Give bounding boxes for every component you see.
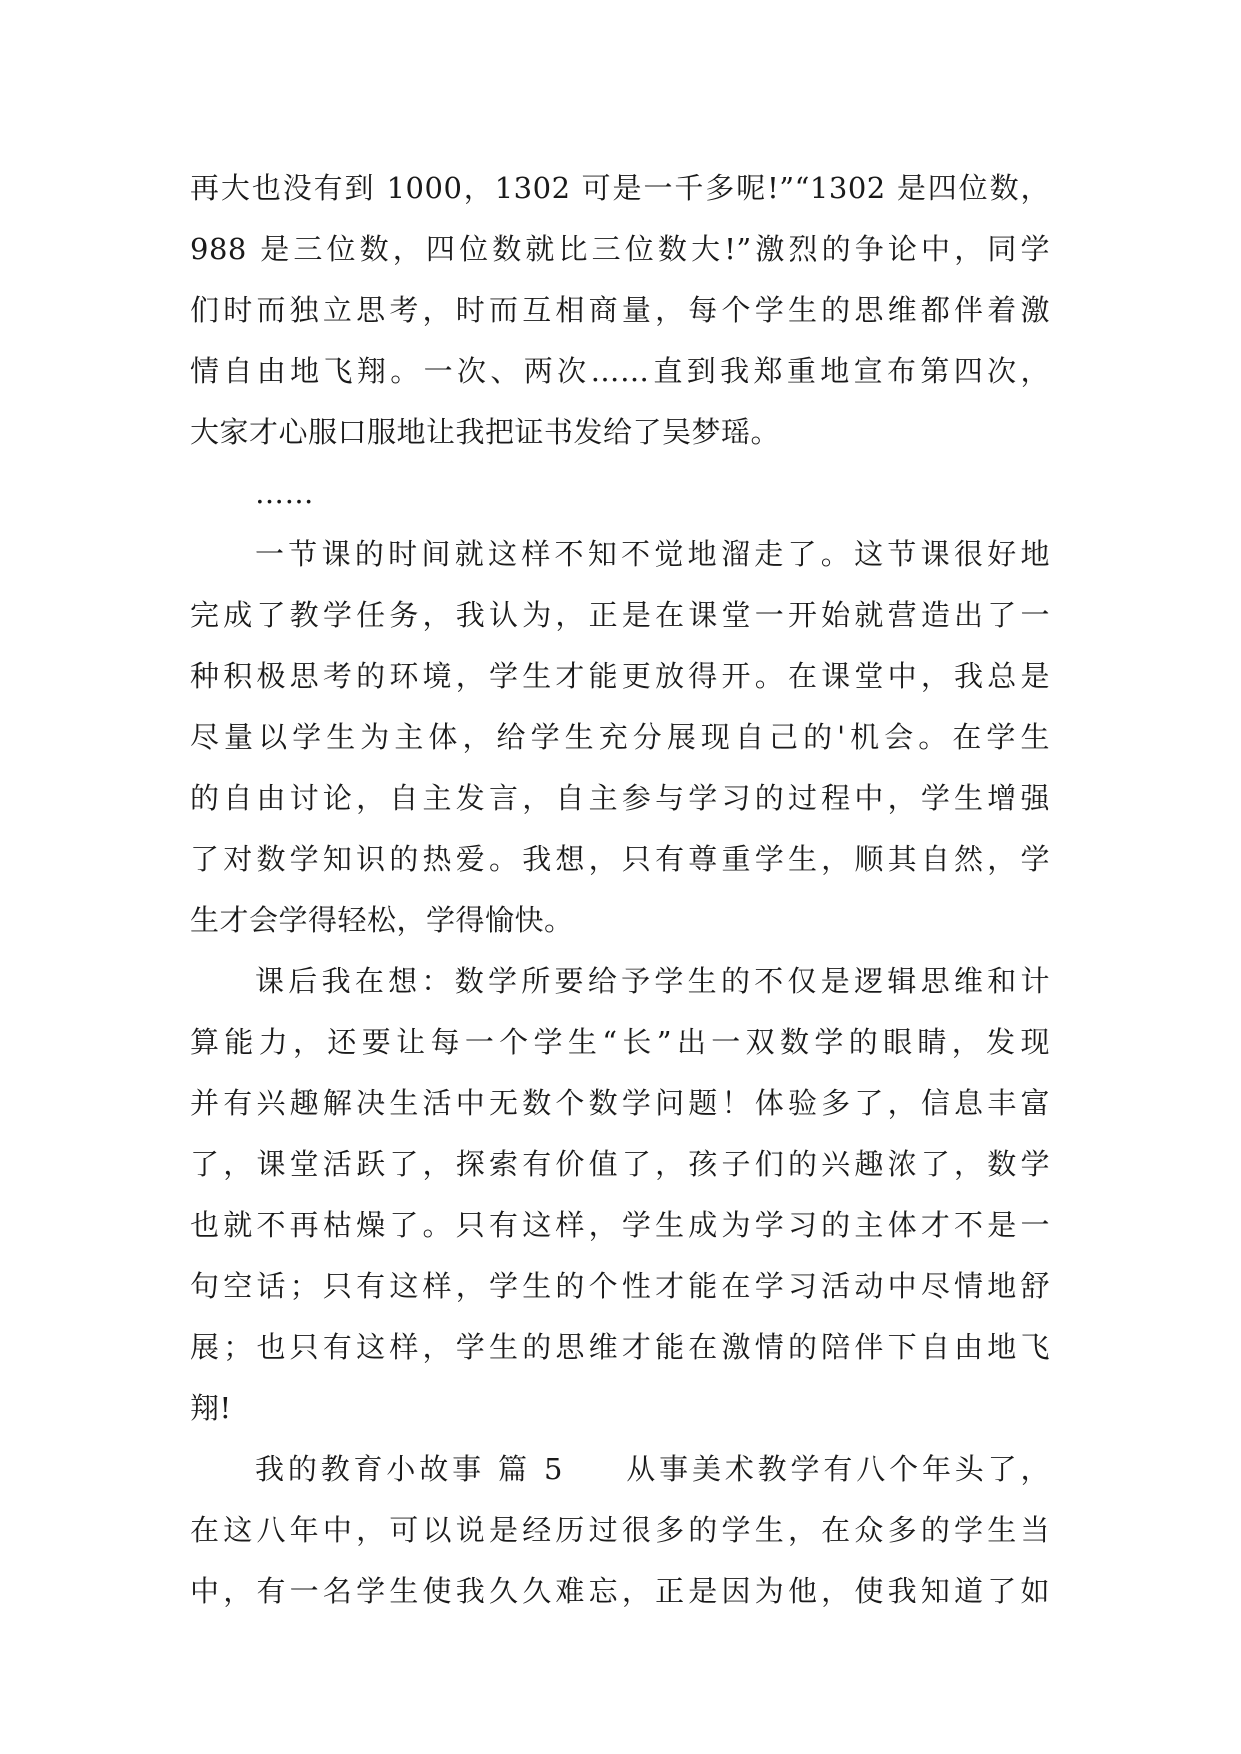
text-line: …… xyxy=(255,476,314,510)
text-line: 种积极思考的环境，学生才能更放得开。在课堂中，我总是 xyxy=(190,659,1050,693)
text-line xyxy=(190,1439,1050,1500)
text-line: 了对数学知识的热爱。我想，只有尊重学生，顺其自然，学 xyxy=(190,842,1050,876)
text-line: 大家才心服口服地让我把证书发给了吴梦瑶。 xyxy=(190,415,781,449)
text-line: 也就不再枯燥了。只有这样，学生成为学习的主体才不是一 xyxy=(190,1208,1050,1242)
text-line: 尽量以学生为主体，给学生充分展现自己的'机会。在学生 xyxy=(190,720,1050,754)
text-line: 了，课堂活跃了，探索有价值了，孩子们的兴趣浓了，数学 xyxy=(190,1147,1050,1181)
text-line: 算能力，还要让每一个学生“长”出一双数学的眼睛，发现 xyxy=(190,1025,1050,1059)
text-line: 并有兴趣解决生活中无数个数学问题！体验多了，信息丰富 xyxy=(190,1086,1050,1120)
paragraph xyxy=(190,158,1050,463)
paragraph xyxy=(190,951,1050,1439)
text-line: 情自由地飞翔。一次、两次……直到我郑重地宣布第四次， xyxy=(190,354,1050,388)
text-line: 在这八年中，可以说是经历过很多的学生，在众多的学生当 xyxy=(190,1513,1050,1547)
text-line: 中，有一名学生使我久久难忘，正是因为他，使我知道了如 xyxy=(190,1574,1050,1608)
text-line: 们时而独立思考，时而互相商量，每个学生的思维都伴着激 xyxy=(190,293,1050,327)
text-line: 完成了教学任务，我认为，正是在课堂一开始就营造出了一 xyxy=(190,598,1050,632)
text-line: 的自由讨论，自主发言，自主参与学习的过程中，学生增强 xyxy=(190,781,1050,815)
paragraph xyxy=(190,524,1050,951)
text-line: 988 是三位数，四位数就比三位数大!”激烈的争论中，同学 xyxy=(190,232,1050,266)
ellipsis-paragraph xyxy=(190,463,1050,524)
text-line: 翔! xyxy=(190,1391,232,1425)
paragraph xyxy=(190,1439,1050,1622)
text-line: 再大也没有到 1000，1302 可是一千多呢!”“1302 是四位数， xyxy=(190,171,1050,205)
text-line: 展；也只有这样，学生的思维才能在激情的陪伴下自由地飞 xyxy=(190,1330,1050,1364)
section-heading: 我的教育小故事 篇 5 xyxy=(255,1452,563,1486)
text-line: 一节课的时间就这样不知不觉地溜走了。这节课很好地 xyxy=(255,537,1050,571)
text-line: 生才会学得轻松，学得愉快。 xyxy=(190,903,574,937)
text-line: 句空话；只有这样，学生的个性才能在学习活动中尽情地舒 xyxy=(190,1269,1050,1303)
text-line: 课后我在想：数学所要给予学生的不仅是逻辑思维和计 xyxy=(255,964,1050,998)
document-page xyxy=(190,158,1050,1622)
text-span: 从事美术教学有八个年头了， xyxy=(622,1452,1050,1486)
